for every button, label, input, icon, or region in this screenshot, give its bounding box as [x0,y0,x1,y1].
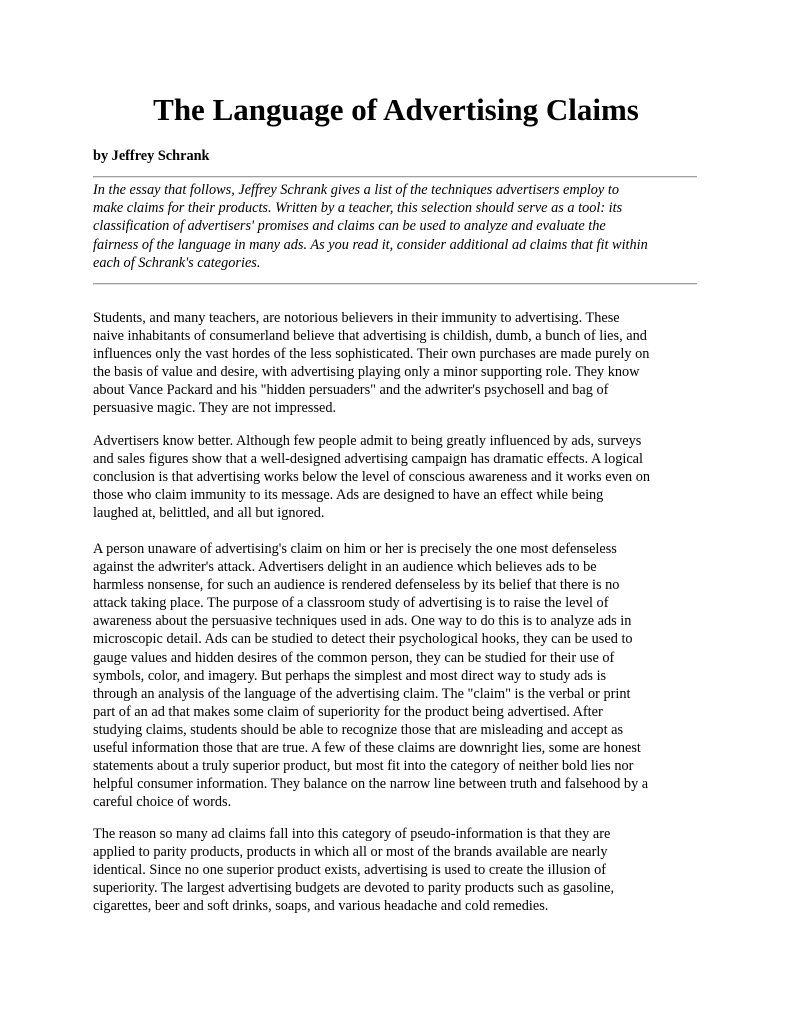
paragraph-line: useful information those that are true. A few of these claims are downright lies, some are honest [93,740,641,757]
paragraph-line: studying claims, students should be able to recognize those that are misleading and accept as [93,721,624,738]
paragraph-line: symbols, color, and imagery. But perhaps the simplest and most direct way to study ads is [93,667,607,684]
intro-blurb [93,181,699,272]
paragraph-line: conclusion is that advertising works below the level of conscious awareness and it works even on [93,469,651,486]
body-paragraph [93,540,699,811]
paragraph-line: the basis of value and desire, with advertising playing only a minor supporting role. They know [93,364,640,381]
body-paragraph [93,825,699,915]
paragraph-line: Advertisers know better. Although few people admit to being greatly influenced by ads, surveys [93,433,642,449]
paragraph-line: identical. Since no one superior product exists, advertising is used to create the illusion of [93,862,606,879]
intro-line: each of Schrank's categories. [93,254,261,271]
paragraph-line: gauge values and hidden desires of the common person, they can be studied for their use of [93,649,615,666]
paragraph-line: laughed at, belittled, and all but ignored. [93,505,325,522]
paragraph-line: careful choice of words. [93,794,232,811]
intro-line: fairness of the language in many ads. As you read it, consider additional ad claims that fit within [93,236,648,253]
paragraph-line: and sales figures show that a well-designed advertising campaign has dramatic effects. A logical [93,451,643,468]
paragraph-line: harmless nonsense, for such an audience is rendered defenseless by its belief that there is no [93,577,620,594]
intro-line: classification of advertisers' promises and claims can be used to analyze and evaluate the [93,218,606,235]
paragraph-line: part of an ad that makes some claim of superiority for the product being advertised. After [93,703,603,720]
paragraph-line: helpful consumer information. They balance on the narrow line between truth and falsehood by a [93,776,649,793]
intro-line: In the essay that follows, Jeffrey Schrank gives a list of the techniques advertisers employ to [93,182,619,198]
intro-top-divider [93,176,697,178]
paragraph-line: attack taking place. The purpose of a classroom study of advertising is to raise the level of [93,595,609,612]
paragraph-line: cigarettes, beer and soft drinks, soaps, and various headache and cold remedies. [93,898,549,915]
paragraph-line: statements about a truly superior product, but most fit into the category of neither bold lies nor [93,758,634,775]
paragraph-line: those who claim immunity to its message. Ads are designed to have an effect while being [93,487,604,504]
paragraph-line: about Vance Packard and his "hidden persuaders" and the adwriter's psychosell and bag of [93,382,609,399]
intro-bottom-divider [93,283,697,285]
paragraph-line: through an analysis of the language of the advertising claim. The "claim" is the verbal or print [93,685,631,702]
document-title: The Language of Advertising Claims [153,92,639,127]
paragraph-line: The reason so many ad claims fall into this category of pseudo-information is that they are [93,826,611,842]
intro-line: make claims for their products. Written by a teacher, this selection should serve as a tool: its [93,200,623,217]
paragraph-line: awareness about the persuasive techniques used in ads. One way to do this is to analyze ads in [93,613,632,630]
paragraph-line: applied to parity products, products in which all or most of the brands available are nearly [93,844,608,861]
paragraph-line: microscopic detail. Ads can be studied to detect their psychological hooks, they can be used to [93,631,633,648]
paragraph-line: Students, and many teachers, are notorious believers in their immunity to advertising. These [93,310,620,326]
paragraph-line: superiority. The largest advertising budgets are devoted to parity products such as gasoline, [93,880,615,897]
body-paragraph [93,309,699,418]
paragraph-line: naive inhabitants of consumerland believe that advertising is childish, dumb, a bunch of lies, and [93,328,647,345]
paragraph-line: persuasive magic. They are not impressed. [93,400,337,417]
author-byline: by Jeffrey Schrank [93,148,210,164]
paragraph-line: influences only the vast hordes of the less sophisticated. Their own purchases are made purely on [93,346,650,363]
body-paragraph [93,432,699,522]
paragraph-line: against the adwriter's attack. Advertisers delight in an audience which believes ads to be [93,559,597,576]
paragraph-line: A person unaware of advertising's claim on him or her is precisely the one most defenseless [93,541,617,557]
